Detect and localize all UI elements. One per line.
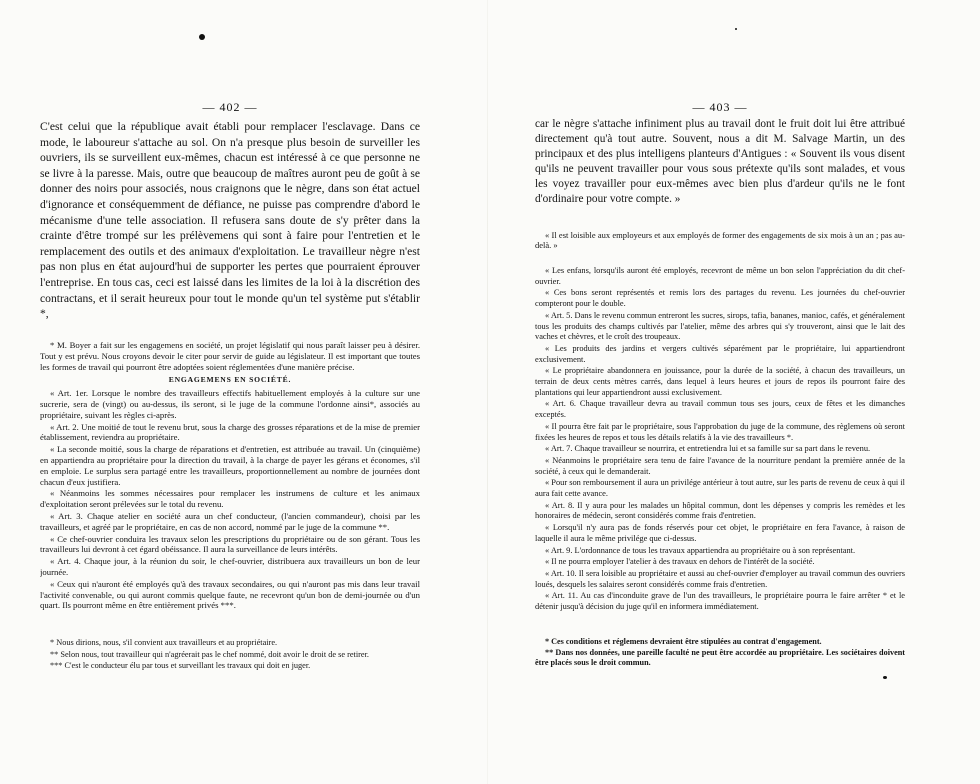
article-4-cont: « Ceux qui n'auront été employés qu'à des travaux secondaires, ou qui n'auront pas mis dans leur travail l'activité convenable, ou qui auront commis quelque faute, ne recevront qu'un bon de demi-journée ou d'un quart. Ils pourront même en être entièrement privés ***. — [40, 578, 420, 611]
footnote: ** Dans nos données, une pareille faculté ne peut être accordée au propriétaire. Les sociétaires doivent être placés sous le droit commun. — [535, 648, 905, 667]
note-intro: * M. Boyer a fait sur les engagemens en société, un projet législatif qui nous paraît laisser peu à désirer. Tout y est prévu. Nous croyons devoir le citer pour servir de guide au législateur. Il est important que toutes les formes de travail qui pourront être adoptées soient réglementées d'une manière précise. — [40, 340, 420, 372]
article-paragraph: « Lorsqu'il n'y aura pas de fonds réservés pour cet objet, le propriétaire en fera l'avance, à raison de laquelle il aura le même privilége que ci-dessus. — [535, 523, 905, 543]
article-paragraph: « Il pourra être fait par le propriétaire, sous l'approbation du juge de la commune, des règlemens où seront fixées les heures de repos et tous les détails relatifs à la vie des travailleurs *. — [535, 421, 905, 442]
footnote: ** Selon nous, tout travailleur qui n'agréerait pas le chef nommé, doit avoir le droit de se retirer. — [50, 649, 369, 659]
left-page — [40, 0, 420, 784]
article-paragraph: « Pour son remboursement il aura un privilége antérieur à tout autre, sur les parts de revenu de ceux à qui il aura fait cette avance. — [535, 478, 905, 499]
book-gutter — [487, 0, 488, 784]
right-footnotes — [535, 637, 905, 669]
article-paragraph: « Ces bons seront représentés et remis lors des partages du revenu. Les journées du chef-ouvrier compteront pour le double. — [535, 288, 905, 309]
article-8: « Art. 8. Il y aura pour les malades un hôpital commun, dont les dépenses y compris les remèdes et les honoraires de médecin, seront considérés comme frais d'entretien. — [535, 500, 905, 521]
article-10: « Art. 10. Il sera loisible au propriétaire et aussi au chef-ouvrier d'employer au travail commun des ouvriers loués, desquels les salaires seront considérés comme frais d'entretien. — [535, 568, 905, 589]
note-text: « Il est loisible aux employeurs et aux employés de former des engagements de six mois à un an ; pas au-delà. » — [535, 230, 905, 250]
right-page — [535, 0, 905, 784]
left-note-block — [40, 340, 420, 612]
article-5: « Art. 5. Dans le revenu commun entreront les sucres, sirops, tafia, bananes, manioc, cafés, et généralement tous les produits des champs cultivés par l'atelier, même des arbres qui s'y trouveront, ainsi que le lait des vaches et chèvres, et le croît des troupeaux. — [535, 310, 905, 342]
article-paragraph: « Il ne pourra employer l'atelier à des travaux en dehors de l'intérêt de la société. — [545, 557, 815, 567]
footnote: * Nous dirions, nous, s'il convient aux travailleurs et au propriétaire. — [50, 638, 278, 647]
right-page-number: — 403 — — [692, 100, 748, 114]
article-6: « Art. 6. Chaque travailleur devra au travail commun tous ses jours, ceux de fêtes et les dimanches exceptés. — [535, 399, 905, 420]
left-body-text: C'est celui que la république avait établi pour remplacer l'esclavage. Dans ce mode, le laboureur s'attache au sol. On n'a presque plus besoin de surveiller les ouvriers, ils se surveillent eux-mêmes, chacun est intéressé à ce que personne ne se livre à la paresse. Mais, outre que beaucoup de maîtres auront peu de goût à se donner des noirs pour associés, nous craignons que le nègre, dans son état actuel d'ignorance et conséquemment de défiance, ne puisse pas comprendre d'abord le mécanisme d'une telle association. Il refusera sans doute de s'y prêter dans la crainte d'être trompé sur les prélèvemens qui sont à faire pour l'entretien et le remplacement des outils et des animaux d'exploitation. Le travailleur nègre n'est pas non plus en état aujourd'hui de supporter les pertes que pourraient éprouver l'entreprise. En tous cas, ceci est laissé dans les limites de la loi à la discrétion des contractans, et il serait heureux pour tout le monde qu'un tel système put s'établir *, — [40, 120, 420, 321]
note-heading: ENGAGEMENS EN SOCIÉTÉ. — [168, 375, 292, 385]
article-11: « Art. 11. Au cas d'inconduite grave de l'un des travailleurs, le propriétaire pourra le faire arrêter * et le détenir jusqu'à décision du juge qu'il en informera immédiatement. — [535, 591, 905, 612]
article-paragraph: « Néanmoins le propriétaire sera tenu de faire l'avance de la nourriture pendant la première année de la société, à ceux qui le demanderait. — [535, 455, 905, 476]
footnote: * Ces conditions et réglemens devraient être stipulées au contrat d'engagement. — [545, 637, 822, 646]
article-paragraph: « Les enfans, lorsqu'ils auront été employés, recevront de même un bon selon l'appréciation du dit chef-ouvrier. — [535, 266, 905, 286]
right-articles — [535, 266, 905, 614]
article-9: « Art. 9. L'ordonnance de tous les travaux appartiendra au propriétaire ou à son représentant. — [545, 545, 856, 555]
right-note — [535, 230, 905, 251]
article-paragraph: « Les produits des jardins et vergers cultivés séparément par le propriétaire, lui appartiendront exclusivement. — [535, 343, 905, 364]
article-1: « Art. 1er. Lorsque le nombre des travailleurs effectifs habituellement employés à la culture sur une sucrerie, sera de (vingt) ou au-dessus, ils seront, si le juge de la commune l'ordonne ainsi*, associés au propriétaire, suivant les règles ci-après. — [40, 388, 420, 420]
article-2-cont: « La seconde moitié, sous la charge de réparations et d'entretien, est attribuée au travail. Un (cinquième) en appartiendra au propriétaire pour la direction du travail, à la charge de payer les gérans et économes, s'il en emploie. Le surplus sera partagé entre les travailleurs, proportionnellement au nombre de journées dont chacun d'eux justifiera. — [40, 444, 420, 487]
left-page-number: — 402 — — [202, 100, 258, 114]
article-2: « Art. 2. Une moitié de tout le revenu brut, sous la charge des grosses réparations et de la mise de premier établissement, reviendra au propriétaire. — [40, 421, 420, 443]
left-footnotes — [40, 638, 420, 673]
article-7: « Art. 7. Chaque travailleur se nourrira, et entretiendra lui et sa famille sur sa part dans le revenu. — [545, 444, 871, 454]
footnote: *** C'est le conducteur élu par tous et surveillant les travaux qui doit en juger. — [50, 661, 311, 671]
article-3-cont: « Ce chef-ouvrier conduira les travaux selon les prescriptions du propriétaire ou de son gérant. Tous les travailleurs lui devront à cet égard obéissance. Il aura la surveillance de leurs intérêts. — [40, 533, 420, 555]
article-paragraph: « Le propriétaire abandonnera en jouissance, pour la durée de la société, à chacun des travailleurs, un terrain de deux cents mètres carrés, dans lequel à leurs heures et jours de repos ils pourront faire des plantations qui leur appartiendront aussi exclusivement. — [535, 366, 905, 397]
article-3: « Art. 3. Chaque atelier en société aura un chef conducteur, (l'ancien commandeur), choisi par les travailleurs, et agréé par le propriétaire, en cas de non accord, nommé par le juge de la commune **. — [40, 510, 420, 532]
right-body-text: car le nègre s'attache infiniment plus au travail dont le fruit doit lui être attribué directement qu'à tout autre. Souvent, nous a dit M. Salvage Martin, un des principaux et des plus intelligens planteurs d'Antigues : « Souvent ils vous disent qu'ils ne peuvent travailler pour vous sous prétexte qu'ils sont malades, et vous les voyez travailler pour eux-mêmes avec bien plus d'ardeur qu'ils ne le font d'ordinaire pour votre compte. » — [535, 118, 905, 206]
article-2-note: « Néanmoins les sommes nécessaires pour remplacer les instrumens de culture et les animaux d'exploitation seront prélevées sur le total du revenu. — [40, 488, 420, 510]
article-4: « Art. 4. Chaque jour, à la réunion du soir, le chef-ouvrier, distribuera aux travailleurs un bon de leur journée. — [40, 556, 420, 577]
